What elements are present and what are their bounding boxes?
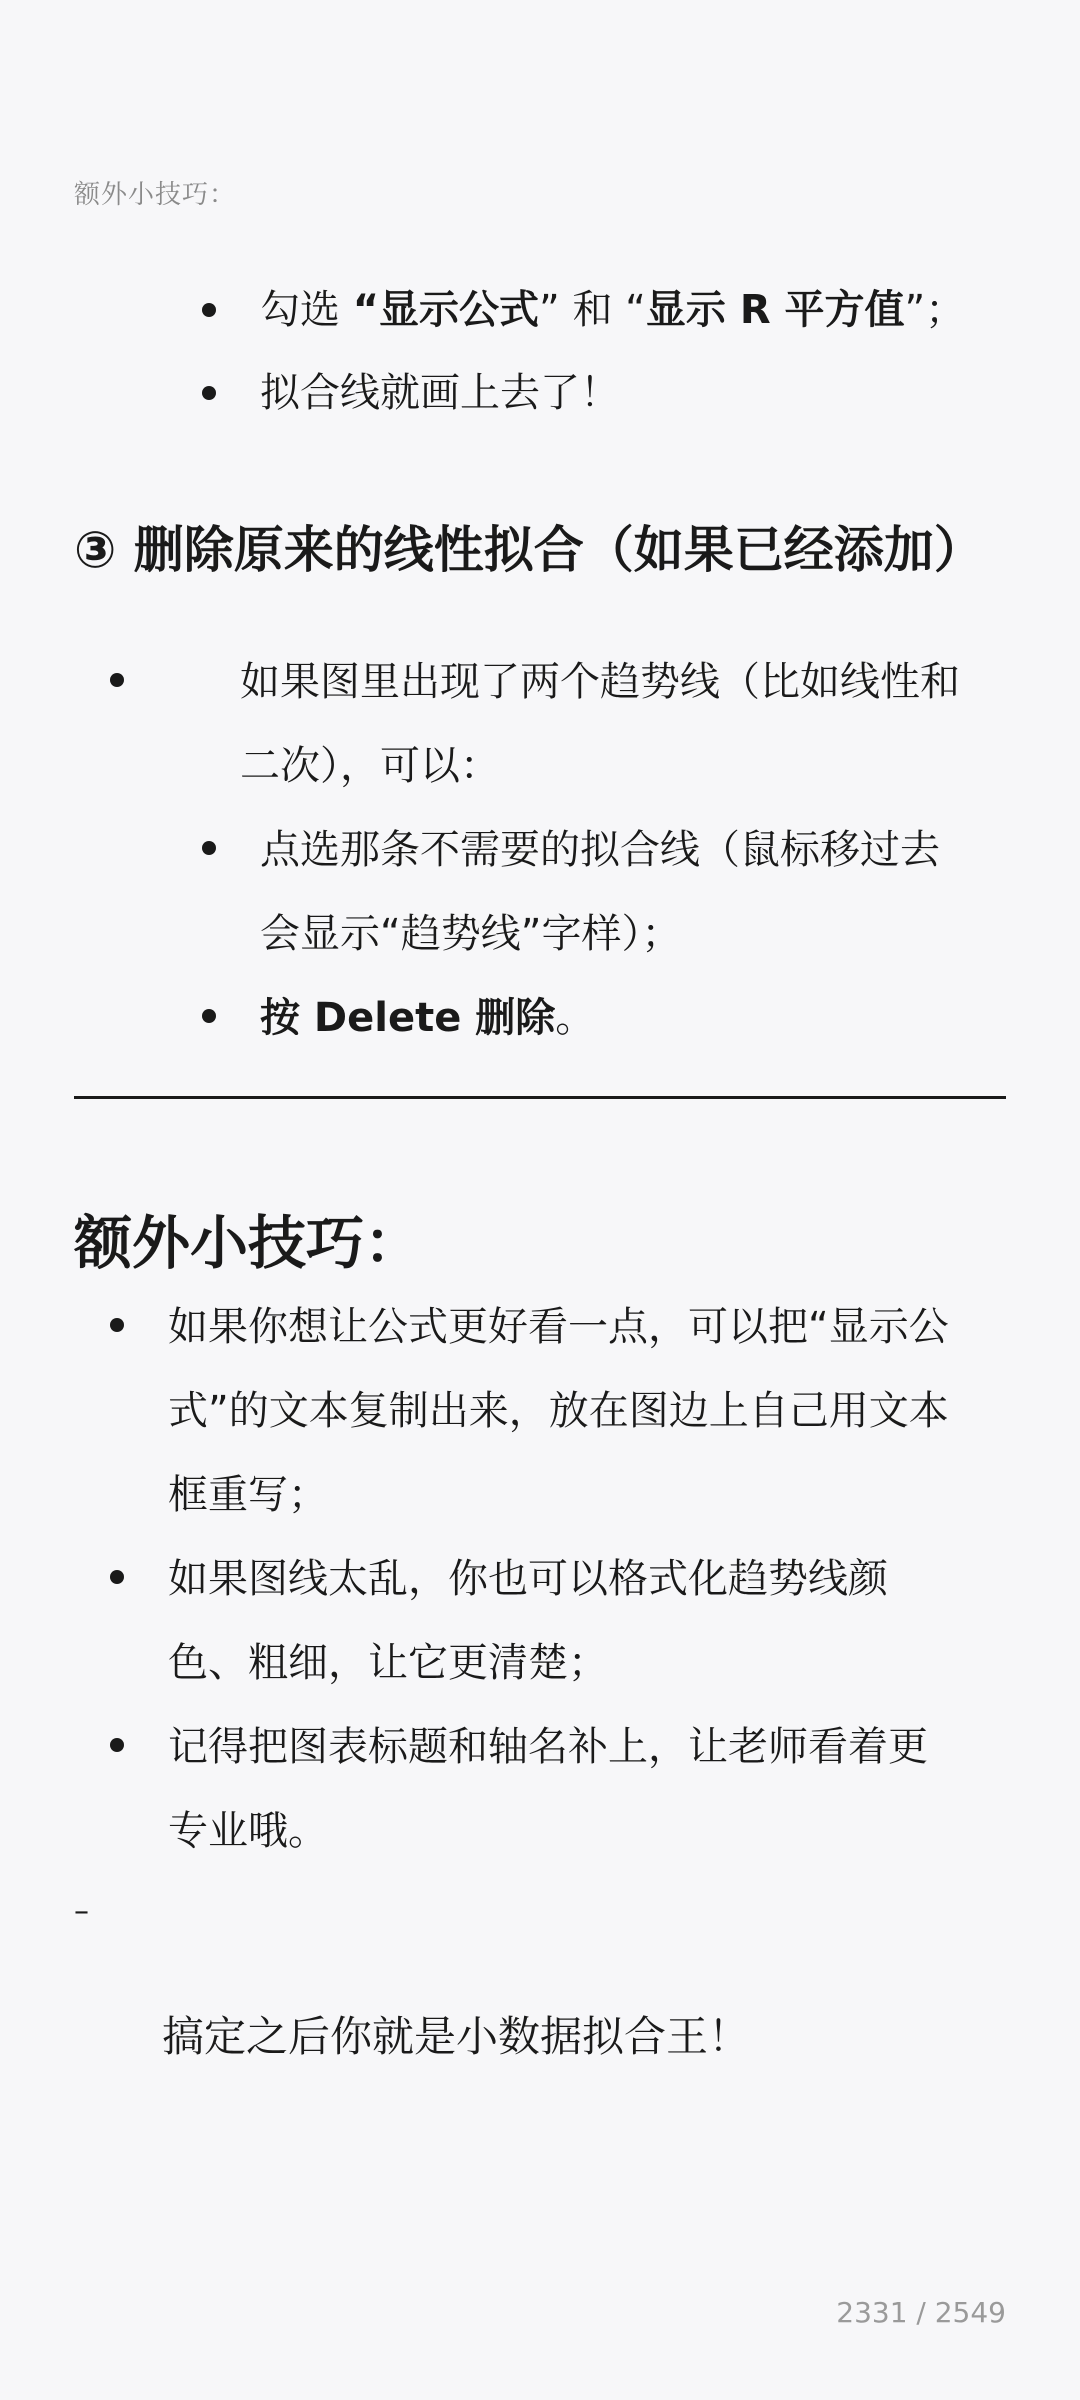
bullet-line-drawn: 拟合线就画上去了！	[260, 370, 620, 416]
delete-tail: 。	[555, 995, 596, 1041]
section-heading: ③ 删除原来的线性拟合（如果已经添加）	[74, 521, 984, 579]
bullet-dot	[110, 1570, 124, 1584]
dash-separator: –	[74, 1894, 89, 1929]
bullet-dot	[202, 303, 216, 317]
tip-3-line-2: 专业哦。	[168, 1808, 328, 1854]
quote-and: ” 和 “	[539, 287, 646, 333]
tip-3-line-1: 记得把图表标题和轴名补上，让老师看着更	[168, 1724, 928, 1770]
outer-bullet-line-2: 二次），可以：	[240, 743, 500, 789]
tip-2-line-2: 色、粗细，让它更清楚；	[168, 1640, 608, 1686]
divider	[74, 1096, 1006, 1099]
bullet-dot	[202, 841, 216, 855]
bullet-dot	[202, 1009, 216, 1023]
bullet-text: 勾选	[260, 287, 353, 333]
bullet-dot	[110, 1318, 124, 1332]
reader-header-title: 额外小技巧：	[74, 180, 237, 210]
bullet-dot	[202, 386, 216, 400]
outer-bullet-line-1: 如果图里出现了两个趋势线（比如线性和	[240, 659, 960, 705]
bold-delete: 按 Delete 删除	[260, 995, 556, 1041]
bold-show-r2: 显示 R 平方值	[645, 287, 905, 333]
quote-close: ”；	[904, 287, 966, 333]
bullet-dot	[110, 673, 124, 687]
closing-text: 搞定之后你就是小数据拟合王！	[162, 2012, 751, 2061]
page-counter: 2331 / 2549	[836, 2296, 1006, 2329]
inner-bullet-line-1: 点选那条不需要的拟合线（鼠标移过去	[260, 827, 940, 873]
bullet-dot	[110, 1738, 124, 1752]
bold-show-formula: 显示公式	[379, 287, 540, 333]
tip-1-line-1: 如果你想让公式更好看一点，可以把“显示公	[168, 1304, 949, 1350]
tips-heading: 额外小技巧：	[74, 1209, 423, 1277]
tip-1-line-2: 式”的文本复制出来，放在图边上自己用文本	[168, 1388, 949, 1434]
inner-bullet-line-2: 会显示“趋势线”字样）；	[260, 911, 682, 957]
quote-open: “	[352, 287, 380, 333]
tip-1-line-3: 框重写；	[168, 1472, 328, 1518]
inner-bullet-delete	[260, 976, 595, 1060]
tip-2-line-1: 如果图线太乱，你也可以格式化趋势线颜	[168, 1556, 888, 1602]
bullet-show-formula	[260, 268, 965, 352]
